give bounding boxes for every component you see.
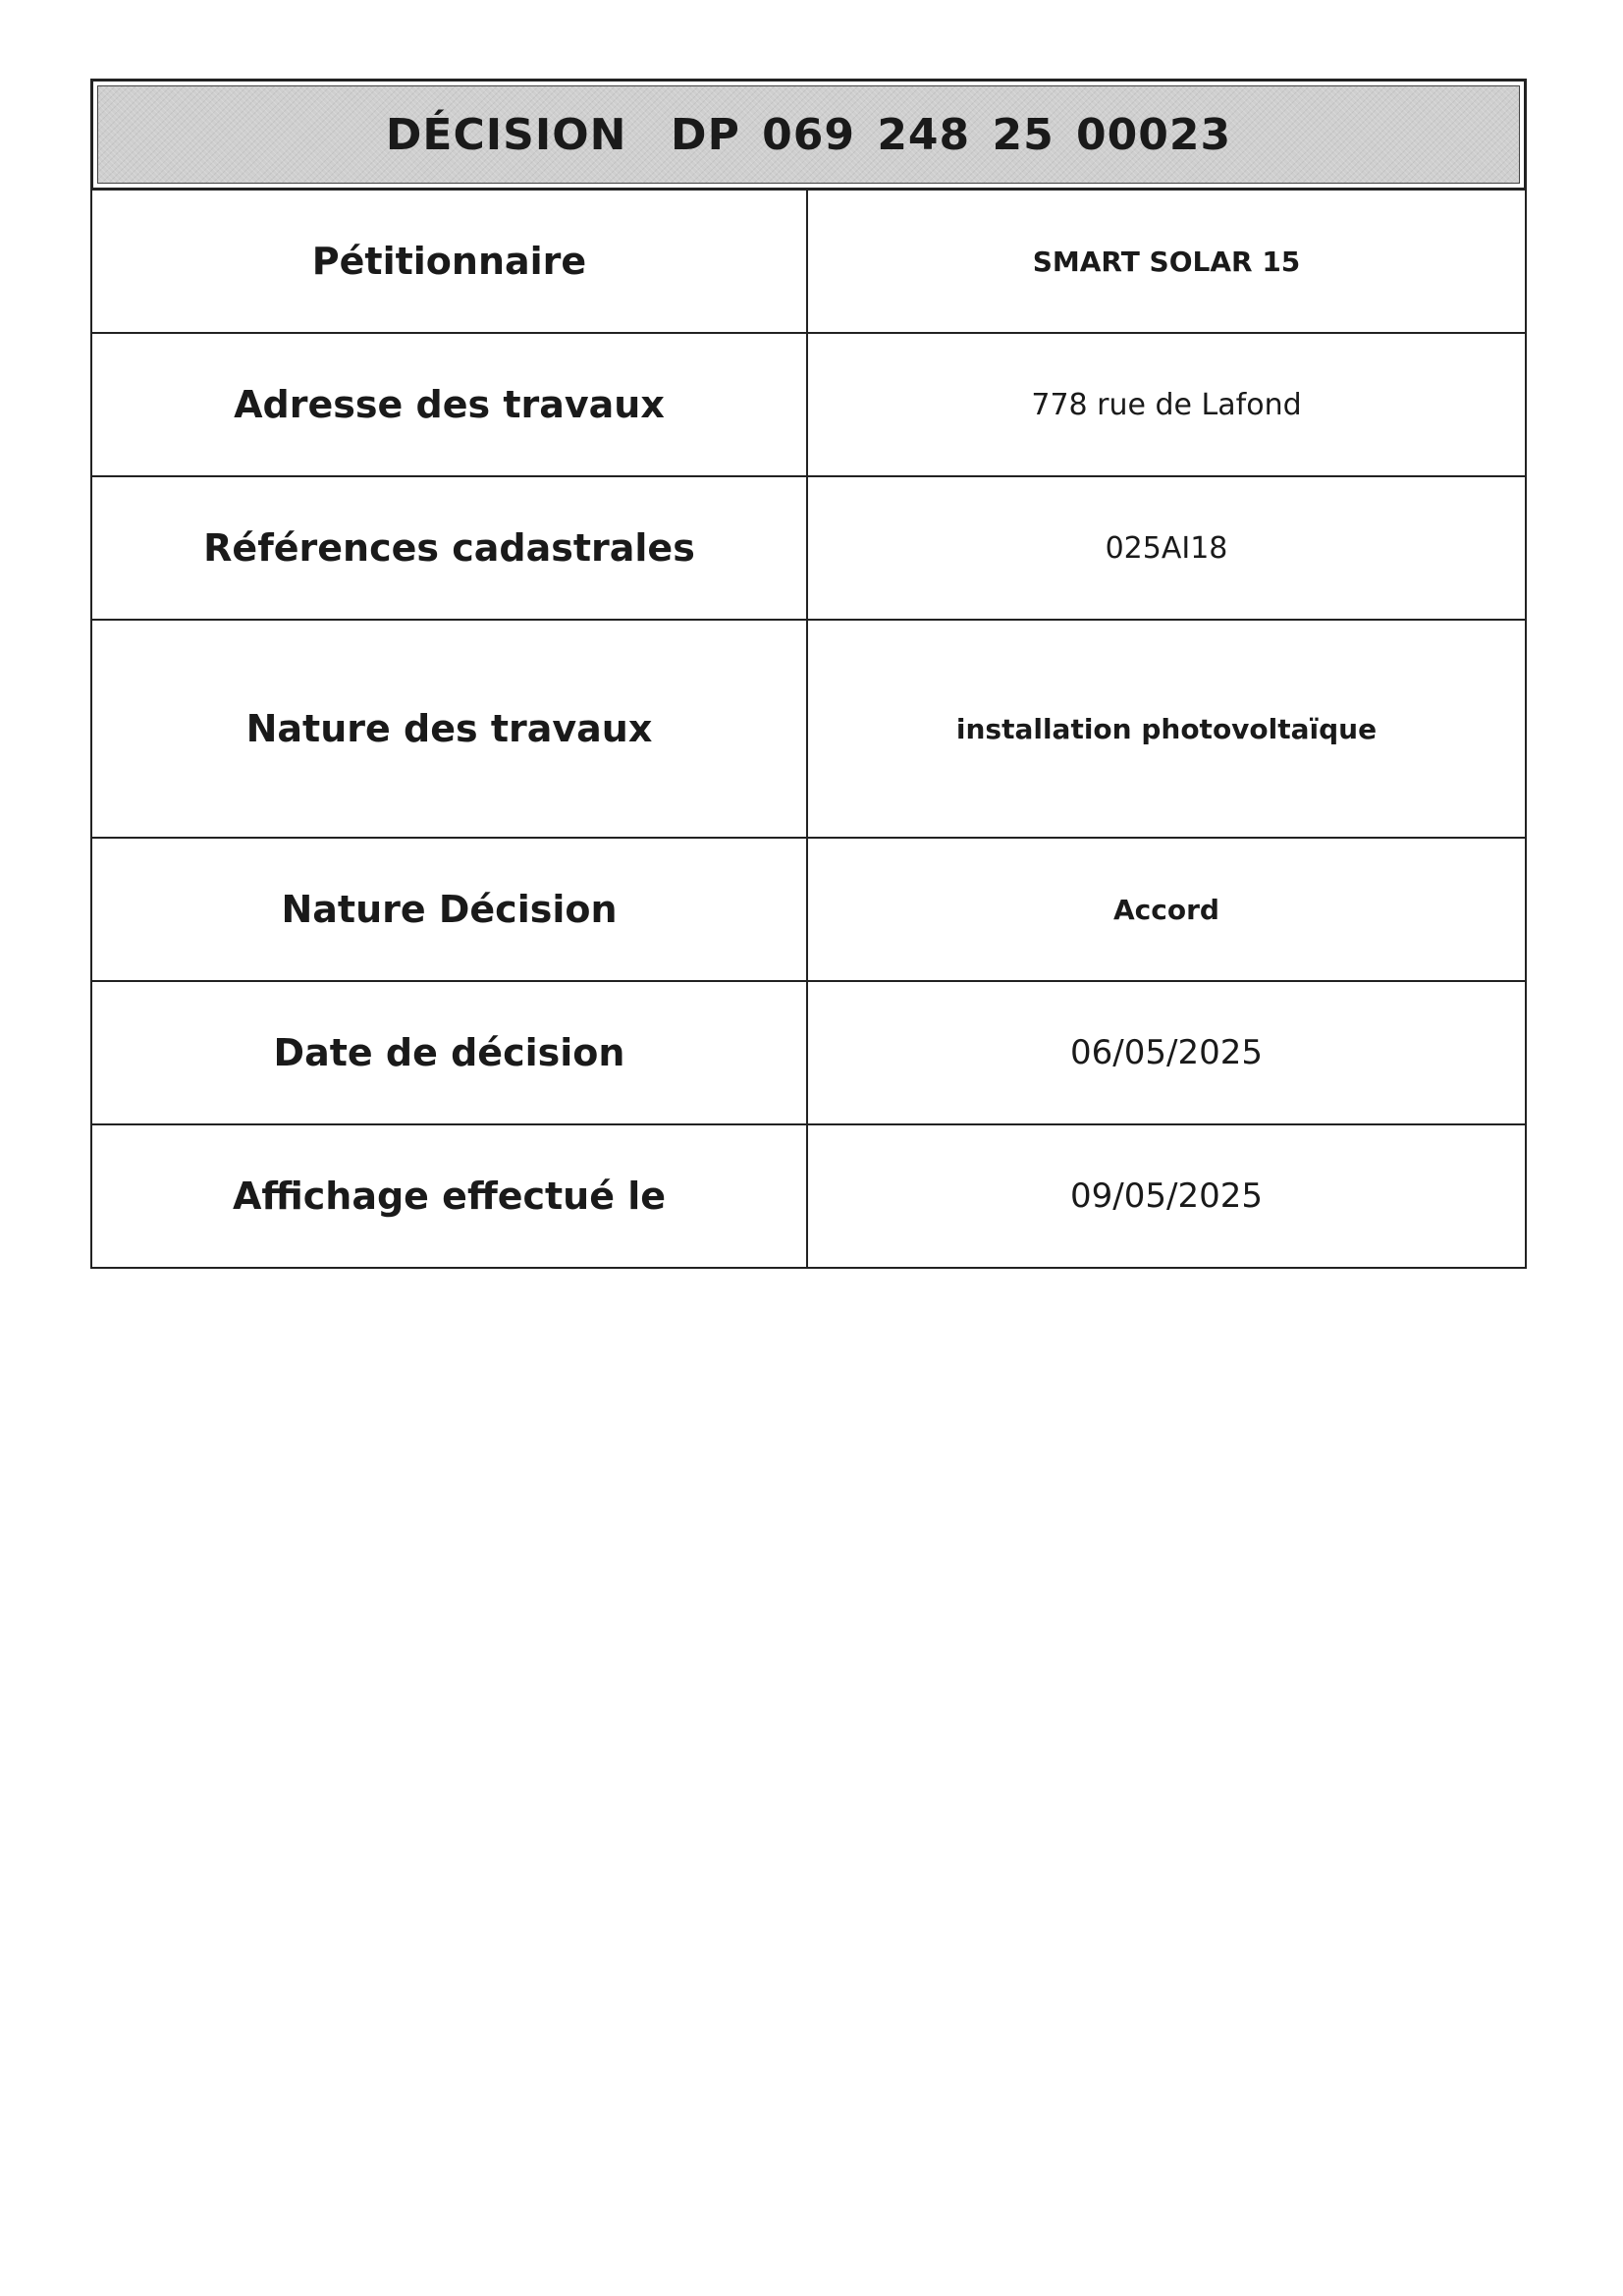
title-banner <box>97 85 1520 184</box>
table-row-date-decision <box>92 980 1525 1123</box>
table-row-nature-travaux <box>92 619 1525 837</box>
decision-sheet <box>90 79 1527 1269</box>
row-label: Affichage effectué le <box>92 1125 808 1267</box>
row-label: Nature Décision <box>92 839 808 980</box>
row-value: installation photovoltaïque <box>955 712 1378 745</box>
row-value: 778 rue de Lafond <box>1031 387 1302 422</box>
row-label: Pétitionnaire <box>92 191 808 332</box>
row-value: 06/05/2025 <box>1070 1033 1263 1072</box>
document-title: DÉCISION DP 069 248 25 00023 <box>385 109 1232 160</box>
row-label: Nature des travaux <box>92 621 808 837</box>
row-value: Accord <box>1113 893 1219 926</box>
table-row-nature-decision <box>92 837 1525 980</box>
row-label: Date de décision <box>92 982 808 1123</box>
row-value: 025AI18 <box>1105 530 1228 566</box>
table-row-affichage <box>92 1123 1525 1267</box>
title-box <box>90 79 1527 191</box>
row-value: 09/05/2025 <box>1070 1176 1263 1216</box>
row-label: Références cadastrales <box>92 477 808 619</box>
decision-table <box>90 191 1527 1269</box>
row-value: SMART SOLAR 15 <box>1032 245 1301 278</box>
table-row-cadastre <box>92 475 1525 619</box>
row-label: Adresse des travaux <box>92 334 808 475</box>
table-row-petitionnaire <box>92 191 1525 332</box>
table-row-adresse <box>92 332 1525 475</box>
